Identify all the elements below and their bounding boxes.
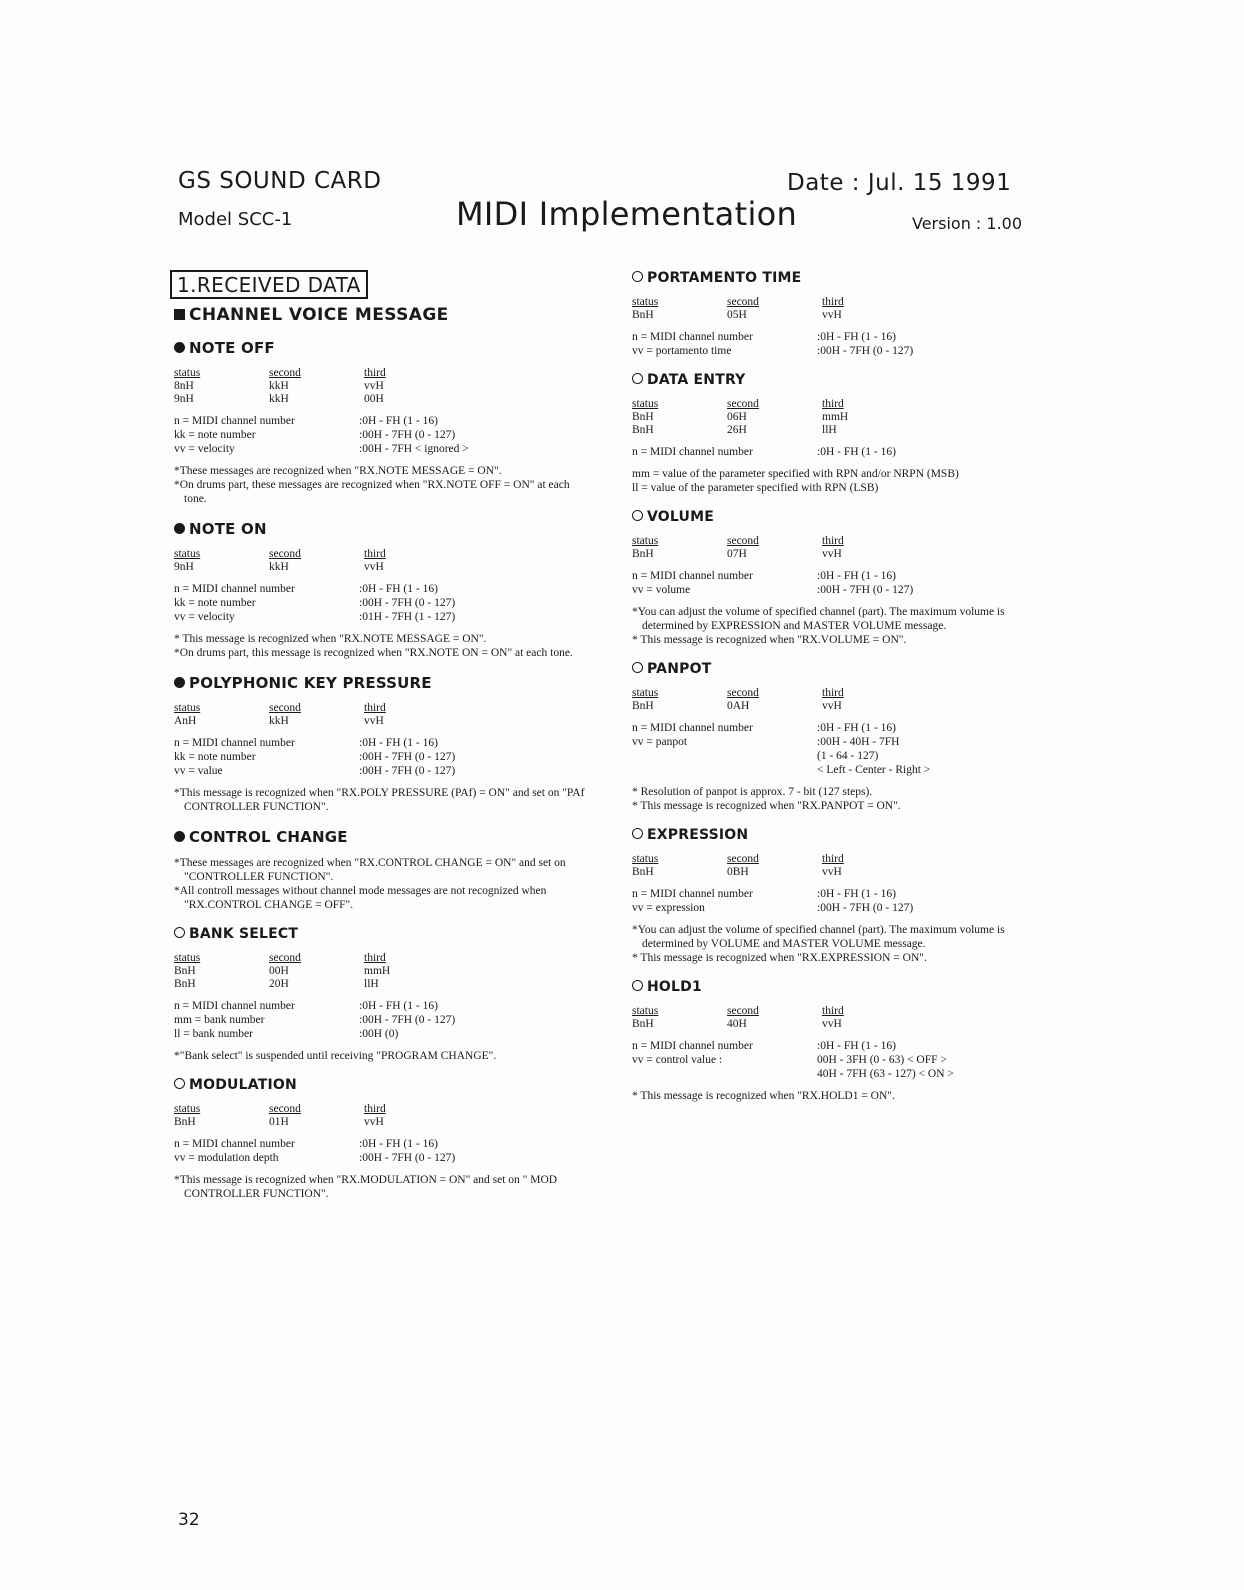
parameter-range: :00H (0) bbox=[359, 1028, 399, 1040]
definition-row bbox=[632, 901, 913, 915]
section-control-change bbox=[170, 828, 590, 912]
parameter-name: vv = panpot bbox=[632, 736, 688, 748]
table-header-row bbox=[174, 702, 386, 715]
table-cell: 20H bbox=[269, 978, 289, 990]
note: * This message is recognized when "RX.HOLD1 = ON". bbox=[632, 1090, 895, 1102]
section-note-on bbox=[170, 520, 590, 660]
table-cell: mmH bbox=[822, 411, 849, 423]
right-column bbox=[628, 270, 1048, 1107]
table-cell: BnH bbox=[632, 1018, 654, 1030]
section-notes bbox=[632, 785, 1048, 813]
table-row bbox=[174, 978, 390, 991]
table-cell: 9nH bbox=[174, 393, 194, 405]
table-header-row bbox=[174, 1103, 386, 1116]
parameter-range: :00H - 40H - 7FH bbox=[817, 736, 900, 748]
column-header: status bbox=[632, 1005, 659, 1017]
parameter-range: :00H - 7FH (0 - 127) bbox=[359, 1014, 456, 1026]
parameter-range: :00H - 7FH (0 - 127) bbox=[359, 1152, 456, 1164]
table-cell: 9nH bbox=[174, 561, 194, 573]
note: *These messages are recognized when "RX.CONTROL CHANGE = ON" and set on "CONTROLLER FUNCTION". bbox=[174, 857, 566, 883]
column-header: status bbox=[632, 853, 659, 865]
table-cell: vvH bbox=[822, 548, 842, 560]
open-bullet-icon bbox=[632, 373, 643, 384]
table-cell: 0AH bbox=[727, 700, 750, 712]
definition-row bbox=[174, 736, 455, 750]
parameter-name: vv = modulation depth bbox=[174, 1152, 279, 1164]
parameter-range: :00H - 7FH (0 - 127) bbox=[817, 584, 914, 596]
open-bullet-icon bbox=[174, 1078, 185, 1089]
definition-row bbox=[174, 750, 455, 764]
message-format-table bbox=[174, 548, 386, 574]
document-version: Version : 1.00 bbox=[912, 214, 1023, 233]
note: *On drums part, this message is recognized when "RX.NOTE ON = ON" at each tone. bbox=[174, 647, 573, 659]
section-notes bbox=[174, 786, 590, 814]
section-heading bbox=[174, 339, 590, 357]
parameter-range: :00H - 7FH (0 - 127) bbox=[359, 429, 456, 441]
parameter-name: vv = expression bbox=[632, 902, 705, 914]
filled-bullet-icon bbox=[174, 342, 185, 353]
section-heading bbox=[632, 270, 1048, 286]
note: * Resolution of panpot is approx. 7 - bit (127 steps). bbox=[632, 786, 873, 798]
column-header: second bbox=[727, 398, 759, 410]
parameter-definitions bbox=[174, 1137, 455, 1165]
column-header: second bbox=[727, 1005, 759, 1017]
column-header: second bbox=[727, 853, 759, 865]
parameter-name: n = MIDI channel number bbox=[174, 1138, 295, 1150]
column-header: status bbox=[632, 687, 659, 699]
definition-row bbox=[174, 764, 455, 778]
section-data-entry bbox=[628, 372, 1048, 495]
table-cell: llH bbox=[822, 424, 837, 436]
message-format-table bbox=[174, 1103, 386, 1129]
table-cell: kkH bbox=[269, 715, 289, 727]
message-format-table bbox=[632, 296, 844, 322]
table-header-row bbox=[632, 853, 844, 866]
section-notes bbox=[174, 1049, 590, 1063]
note: *You can adjust the volume of specified channel (part). The maximum volume is determined by EXPRESSION and MASTER VOLUME message. bbox=[632, 606, 1005, 632]
section-heading bbox=[632, 372, 1048, 388]
column-header: second bbox=[727, 296, 759, 308]
definition-row bbox=[174, 1027, 455, 1041]
column-header: third bbox=[822, 398, 844, 410]
left-column bbox=[170, 270, 590, 1205]
section-notes bbox=[174, 1173, 590, 1201]
table-cell: 00H bbox=[364, 393, 384, 405]
note: *You can adjust the volume of specified channel (part). The maximum volume is determined by VOLUME and MASTER VOLUME message. bbox=[632, 924, 1005, 950]
definition-row bbox=[632, 445, 896, 459]
definition-row bbox=[632, 721, 930, 735]
section-heading bbox=[174, 674, 590, 692]
table-row bbox=[174, 380, 386, 393]
definition-row bbox=[174, 999, 455, 1013]
column-header: second bbox=[269, 1103, 301, 1115]
parameter-definitions bbox=[632, 721, 930, 777]
definition-row bbox=[174, 610, 455, 624]
table-row bbox=[632, 424, 848, 437]
message-format-table bbox=[174, 952, 390, 991]
section-notes bbox=[632, 923, 1048, 965]
column-header: third bbox=[364, 702, 386, 714]
parameter-range: :0H - FH (1 - 16) bbox=[817, 722, 896, 734]
definition-row bbox=[174, 414, 469, 428]
parameter-name: n = MIDI channel number bbox=[174, 737, 295, 749]
table-cell: 01H bbox=[269, 1116, 289, 1128]
column-header: status bbox=[174, 1103, 201, 1115]
parameter-range: :0H - FH (1 - 16) bbox=[359, 415, 438, 427]
definition-row bbox=[632, 569, 913, 583]
section-modulation bbox=[170, 1077, 590, 1201]
table-cell: 8nH bbox=[174, 380, 194, 392]
column-header: status bbox=[632, 535, 659, 547]
table-header-row bbox=[174, 952, 390, 965]
definition-row bbox=[174, 1151, 455, 1165]
parameter-name: n = MIDI channel number bbox=[174, 415, 295, 427]
section-notes bbox=[632, 467, 1048, 495]
table-cell: 00H bbox=[269, 965, 289, 977]
note: * This message is recognized when "RX.EXPRESSION = ON". bbox=[632, 952, 927, 964]
table-cell: 0BH bbox=[727, 866, 749, 878]
table-row bbox=[174, 965, 390, 978]
parameter-name: mm = bank number bbox=[174, 1014, 265, 1026]
column-header: third bbox=[364, 548, 386, 560]
note: *This message is recognized when "RX.MODULATION = ON" and set on " MOD CONTROLLER FUNCTION". bbox=[174, 1174, 558, 1200]
parameter-name: n = MIDI channel number bbox=[632, 1040, 753, 1052]
note: * This message is recognized when "RX.NOTE MESSAGE = ON". bbox=[174, 633, 487, 645]
message-format-table bbox=[632, 1005, 844, 1031]
table-cell: BnH bbox=[174, 1116, 196, 1128]
open-bullet-icon bbox=[632, 662, 643, 673]
section-note-off bbox=[170, 339, 590, 506]
parameter-range: :0H - FH (1 - 16) bbox=[817, 331, 896, 343]
parameter-name: n = MIDI channel number bbox=[174, 583, 295, 595]
column-header: second bbox=[269, 952, 301, 964]
column-header: status bbox=[174, 952, 201, 964]
parameter-range: :0H - FH (1 - 16) bbox=[359, 1138, 438, 1150]
section-title: POLYPHONIC KEY PRESSURE bbox=[189, 674, 432, 692]
column-header: third bbox=[364, 367, 386, 379]
table-row bbox=[174, 561, 386, 574]
table-header-row bbox=[632, 687, 844, 700]
received-data-heading: 1.RECEIVED DATA bbox=[170, 270, 368, 299]
filled-bullet-icon bbox=[174, 831, 185, 842]
parameter-range: :0H - FH (1 - 16) bbox=[359, 737, 438, 749]
section-heading bbox=[174, 1077, 590, 1093]
parameter-name: n = MIDI channel number bbox=[632, 722, 753, 734]
parameter-range: :01H - 7FH (1 - 127) bbox=[359, 611, 456, 623]
note: * This message is recognized when "RX.VOLUME = ON". bbox=[632, 634, 907, 646]
table-cell: 40H bbox=[727, 1018, 747, 1030]
table-cell: kkH bbox=[269, 561, 289, 573]
table-cell: BnH bbox=[632, 411, 654, 423]
definition-row bbox=[174, 1013, 455, 1027]
parameter-range: :0H - FH (1 - 16) bbox=[359, 1000, 438, 1012]
definition-row bbox=[632, 344, 913, 358]
product-name: GS SOUND CARD bbox=[178, 168, 382, 194]
table-cell: vvH bbox=[822, 866, 842, 878]
open-bullet-icon bbox=[632, 980, 643, 991]
definition-row bbox=[632, 763, 930, 777]
section-title: MODULATION bbox=[189, 1077, 297, 1093]
table-cell: BnH bbox=[174, 978, 196, 990]
section-title: PANPOT bbox=[647, 661, 712, 677]
parameter-name: vv = portamento time bbox=[632, 345, 732, 357]
parameter-range: :0H - FH (1 - 16) bbox=[359, 583, 438, 595]
table-cell: 06H bbox=[727, 411, 747, 423]
open-bullet-icon bbox=[632, 828, 643, 839]
column-header: status bbox=[174, 702, 201, 714]
table-cell: BnH bbox=[632, 866, 654, 878]
parameter-range: :00H - 7FH (0 - 127) bbox=[359, 597, 456, 609]
section-notes bbox=[174, 856, 590, 912]
message-format-table bbox=[174, 702, 386, 728]
parameter-range: < Left - Center - Right > bbox=[817, 764, 931, 776]
section-notes bbox=[174, 632, 590, 660]
table-cell: 05H bbox=[727, 309, 747, 321]
definition-row bbox=[632, 1067, 954, 1081]
parameter-range: 00H - 3FH (0 - 63) < OFF > bbox=[817, 1054, 947, 1066]
section-title: PORTAMENTO TIME bbox=[647, 270, 802, 286]
note: ll = value of the parameter specified with RPN (LSB) bbox=[632, 482, 879, 494]
table-header-row bbox=[174, 367, 386, 380]
table-row bbox=[632, 309, 844, 322]
section-polyphonic-key-pressure bbox=[170, 674, 590, 814]
open-bullet-icon bbox=[632, 510, 643, 521]
table-cell: BnH bbox=[632, 424, 654, 436]
table-header-row bbox=[632, 398, 848, 411]
section-heading bbox=[632, 509, 1048, 525]
column-header: third bbox=[822, 296, 844, 308]
parameter-name: vv = control value : bbox=[632, 1054, 723, 1066]
parameter-name: vv = volume bbox=[632, 584, 691, 596]
table-cell: vvH bbox=[364, 380, 384, 392]
parameter-name: n = MIDI channel number bbox=[632, 446, 753, 458]
section-heading bbox=[174, 828, 590, 846]
section-heading bbox=[632, 661, 1048, 677]
note: *"Bank select" is suspended until receiving "PROGRAM CHANGE". bbox=[174, 1050, 497, 1062]
section-title: CONTROL CHANGE bbox=[189, 828, 348, 846]
section-title: NOTE ON bbox=[189, 520, 267, 538]
parameter-definitions bbox=[632, 445, 896, 459]
parameter-name: vv = velocity bbox=[174, 443, 235, 455]
table-row bbox=[174, 715, 386, 728]
page-number: 32 bbox=[178, 1510, 200, 1530]
section-title: HOLD1 bbox=[647, 979, 702, 995]
column-header: third bbox=[822, 687, 844, 699]
parameter-name bbox=[632, 749, 817, 763]
parameter-definitions bbox=[174, 414, 469, 456]
message-format-table bbox=[174, 367, 386, 406]
table-cell: vvH bbox=[364, 1116, 384, 1128]
parameter-definitions bbox=[632, 330, 913, 358]
table-cell: 26H bbox=[727, 424, 747, 436]
section-heading bbox=[632, 979, 1048, 995]
table-row bbox=[632, 411, 848, 424]
table-row bbox=[632, 700, 844, 713]
section-expression bbox=[628, 827, 1048, 965]
page-title: MIDI Implementation bbox=[456, 195, 798, 233]
note: *These messages are recognized when "RX.NOTE MESSAGE = ON". bbox=[174, 465, 502, 477]
table-cell: kkH bbox=[269, 380, 289, 392]
parameter-range: :0H - FH (1 - 16) bbox=[817, 570, 896, 582]
parameter-name: n = MIDI channel number bbox=[632, 888, 753, 900]
section-title: EXPRESSION bbox=[647, 827, 749, 843]
section-bank-select bbox=[170, 926, 590, 1063]
left-sections bbox=[170, 339, 590, 1201]
parameter-range: :0H - FH (1 - 16) bbox=[817, 446, 896, 458]
definition-row bbox=[632, 330, 913, 344]
section-title: BANK SELECT bbox=[189, 926, 299, 942]
message-format-table bbox=[632, 398, 848, 437]
parameter-name: vv = velocity bbox=[174, 611, 235, 623]
parameter-range: :00H - 7FH < ignored > bbox=[359, 443, 469, 455]
section-notes bbox=[632, 1089, 1048, 1103]
parameter-range: (1 - 64 - 127) bbox=[817, 750, 879, 762]
document-date: Date : Jul. 15 1991 bbox=[787, 170, 1012, 196]
definition-row bbox=[174, 442, 469, 456]
table-row bbox=[174, 1116, 386, 1129]
table-cell: mmH bbox=[364, 965, 391, 977]
parameter-name: kk = note number bbox=[174, 429, 256, 441]
table-header-row bbox=[174, 548, 386, 561]
column-header: third bbox=[822, 535, 844, 547]
section-title: DATA ENTRY bbox=[647, 372, 746, 388]
section-heading bbox=[174, 520, 590, 538]
table-cell: kkH bbox=[269, 393, 289, 405]
definition-row bbox=[632, 583, 913, 597]
table-header-row bbox=[632, 1005, 844, 1018]
column-header: second bbox=[727, 535, 759, 547]
parameter-range: :00H - 7FH (0 - 127) bbox=[359, 765, 456, 777]
section-hold1 bbox=[628, 979, 1048, 1103]
parameter-definitions bbox=[632, 569, 913, 597]
section-title: VOLUME bbox=[647, 509, 714, 525]
right-sections bbox=[628, 270, 1048, 1103]
table-cell: BnH bbox=[632, 700, 654, 712]
section-notes bbox=[632, 605, 1048, 647]
column-header: status bbox=[174, 367, 201, 379]
message-format-table bbox=[632, 535, 844, 561]
table-header-row bbox=[632, 535, 844, 548]
definition-row bbox=[174, 596, 455, 610]
definition-row bbox=[632, 1053, 954, 1067]
section-panpot bbox=[628, 661, 1048, 813]
definition-row bbox=[174, 582, 455, 596]
column-header: status bbox=[174, 548, 201, 560]
parameter-name: n = MIDI channel number bbox=[174, 1000, 295, 1012]
table-cell: vvH bbox=[822, 1018, 842, 1030]
column-header: third bbox=[364, 1103, 386, 1115]
parameter-name: n = MIDI channel number bbox=[632, 331, 753, 343]
parameter-name bbox=[632, 763, 817, 777]
definition-row bbox=[174, 428, 469, 442]
model-name: Model SCC-1 bbox=[178, 209, 293, 230]
parameter-definitions bbox=[632, 1039, 954, 1081]
parameter-name bbox=[632, 1067, 817, 1081]
channel-voice-heading bbox=[174, 305, 590, 325]
parameter-name: kk = note number bbox=[174, 597, 256, 609]
note: *This message is recognized when "RX.POLY PRESSURE (PAf) = ON" and set on "PAf CONTROLLER FUNCTION". bbox=[174, 787, 585, 813]
table-header-row bbox=[632, 296, 844, 309]
table-cell: BnH bbox=[174, 965, 196, 977]
table-row bbox=[632, 866, 844, 879]
parameter-range: :0H - FH (1 - 16) bbox=[817, 888, 896, 900]
column-header: third bbox=[822, 853, 844, 865]
parameter-range: :00H - 7FH (0 - 127) bbox=[359, 751, 456, 763]
column-header: status bbox=[632, 398, 659, 410]
parameter-name: vv = value bbox=[174, 765, 223, 777]
open-bullet-icon bbox=[632, 271, 643, 282]
parameter-definitions bbox=[632, 887, 913, 915]
table-cell: BnH bbox=[632, 548, 654, 560]
column-header: third bbox=[364, 952, 386, 964]
message-format-table bbox=[632, 687, 844, 713]
parameter-range: 40H - 7FH (63 - 127) < ON > bbox=[817, 1068, 954, 1080]
table-cell: BnH bbox=[632, 309, 654, 321]
table-row bbox=[632, 548, 844, 561]
square-bullet-icon bbox=[174, 309, 185, 320]
parameter-range: :0H - FH (1 - 16) bbox=[817, 1040, 896, 1052]
section-heading bbox=[632, 827, 1048, 843]
note: *All controll messages without channel mode messages are not recognized when "RX.CONTROL CHANGE = OFF". bbox=[174, 885, 547, 911]
table-row bbox=[632, 1018, 844, 1031]
parameter-range: :00H - 7FH (0 - 127) bbox=[817, 345, 914, 357]
definition-row bbox=[174, 1137, 455, 1151]
definition-row bbox=[632, 1039, 954, 1053]
section-heading bbox=[174, 926, 590, 942]
column-header: second bbox=[727, 687, 759, 699]
filled-bullet-icon bbox=[174, 523, 185, 534]
definition-row bbox=[632, 887, 913, 901]
column-header: second bbox=[269, 367, 301, 379]
column-header: status bbox=[632, 296, 659, 308]
column-header: second bbox=[269, 548, 301, 560]
table-cell: 07H bbox=[727, 548, 747, 560]
section-portamento-time bbox=[628, 270, 1048, 358]
table-cell: AnH bbox=[174, 715, 197, 727]
filled-bullet-icon bbox=[174, 677, 185, 688]
note: * This message is recognized when "RX.PANPOT = ON". bbox=[632, 800, 901, 812]
table-cell: llH bbox=[364, 978, 379, 990]
parameter-definitions bbox=[174, 736, 455, 778]
table-row bbox=[174, 393, 386, 406]
definition-row bbox=[632, 749, 930, 763]
table-cell: vvH bbox=[364, 715, 384, 727]
table-cell: vvH bbox=[822, 309, 842, 321]
message-format-table bbox=[632, 853, 844, 879]
open-bullet-icon bbox=[174, 927, 185, 938]
parameter-name: kk = note number bbox=[174, 751, 256, 763]
column-header: second bbox=[269, 702, 301, 714]
definition-row bbox=[632, 735, 930, 749]
parameter-definitions bbox=[174, 999, 455, 1041]
note: mm = value of the parameter specified with RPN and/or NRPN (MSB) bbox=[632, 468, 959, 480]
table-cell: vvH bbox=[364, 561, 384, 573]
parameter-definitions bbox=[174, 582, 455, 624]
channel-voice-label: CHANNEL VOICE MESSAGE bbox=[189, 305, 449, 325]
column-header: third bbox=[822, 1005, 844, 1017]
parameter-range: :00H - 7FH (0 - 127) bbox=[817, 902, 914, 914]
section-notes bbox=[174, 464, 590, 506]
parameter-name: n = MIDI channel number bbox=[632, 570, 753, 582]
parameter-name: ll = bank number bbox=[174, 1028, 253, 1040]
table-cell: vvH bbox=[822, 700, 842, 712]
note: *On drums part, these messages are recognized when "RX.NOTE OFF = ON" at each tone. bbox=[174, 479, 570, 505]
section-title: NOTE OFF bbox=[189, 339, 275, 357]
section-volume bbox=[628, 509, 1048, 647]
